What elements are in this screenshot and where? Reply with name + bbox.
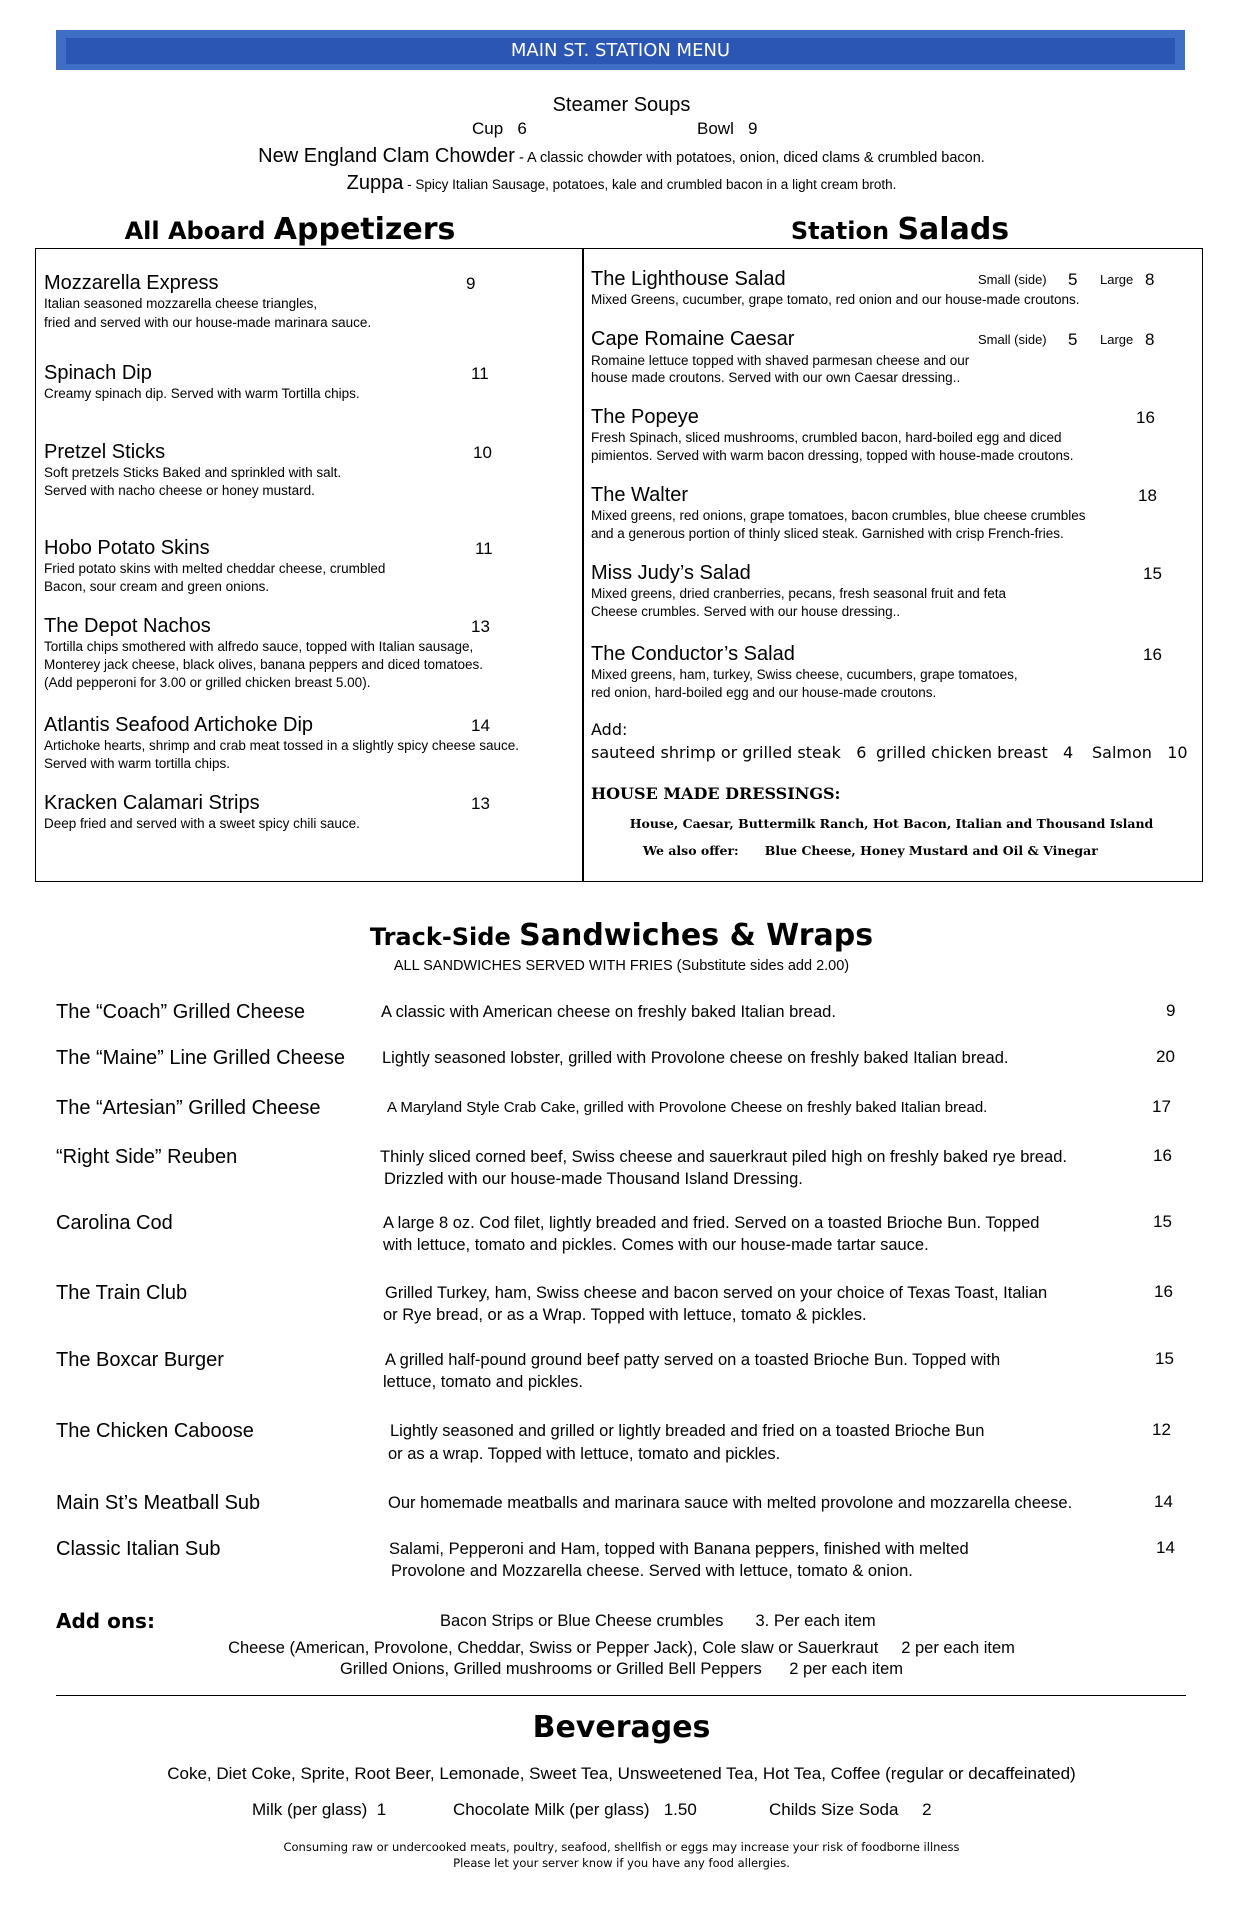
sandwich-price: 16: [1153, 1146, 1172, 1165]
soup-desc: - A classic chowder with potatoes, onion, diced clams & crumbled bacon.: [514, 150, 985, 166]
salad-name: The Walter: [591, 484, 689, 506]
salad-desc: pimientos. Served with warm bacon dressing, topped with house-made croutons.: [591, 448, 1074, 463]
salad-large-label: Large: [1100, 272, 1134, 287]
sandwich-desc: or Rye bread, or as a Wrap. Topped with lettuce, tomato & pickles.: [383, 1306, 867, 1324]
dressings-also: [643, 843, 1098, 858]
sandwiches-heading-small: Track-Side: [369, 923, 520, 951]
appetizer-desc: fried and served with our house-made marinara sauce.: [44, 315, 372, 330]
appetizer-price: 9: [466, 274, 476, 293]
appetizer-price: 11: [471, 364, 489, 383]
sandwich-desc: Our homemade meatballs and marinara sauce with melted provolone and mozzarella cheese.: [388, 1494, 1073, 1512]
beverage-choc-price: 1.50: [663, 1800, 697, 1819]
appetizer-desc: Fried potato skins with melted cheddar cheese, crumbled: [44, 561, 386, 576]
appetizer-desc: Deep fried and served with a sweet spicy chili sauce.: [44, 816, 360, 831]
sandwiches-heading-big: Sandwiches & Wraps: [519, 918, 874, 953]
soup-bowl: [697, 119, 758, 139]
salad-add-chicken-label: grilled chicken breast: [876, 743, 1048, 762]
appetizer-name: Mozzarella Express: [44, 272, 219, 294]
sandwich-name: “Right Side” Reuben: [56, 1146, 238, 1168]
salad-desc: red onion, hard-boiled egg and our house-made croutons.: [591, 685, 937, 700]
sandwich-price: 15: [1153, 1212, 1172, 1231]
soups-heading: Steamer Soups: [552, 94, 691, 116]
sandwich-desc: with lettuce, tomato and pickles. Comes with our house-made tartar sauce.: [383, 1236, 929, 1254]
addon-text: Bacon Strips or Blue Cheese crumbles: [440, 1612, 724, 1630]
appetizers-heading-small: All Aboard: [124, 217, 274, 245]
soup-bowl-label: Bowl: [697, 119, 734, 138]
salad-add-salmon-label: Salmon: [1092, 743, 1152, 762]
appetizer-name: The Depot Nachos: [44, 615, 211, 637]
salad-add-chicken: [876, 743, 1073, 762]
sandwich-desc: Grilled Turkey, ham, Swiss cheese and bacon served on your choice of Texas Toast, Italian: [385, 1284, 1048, 1302]
appetizer-desc: (Add pepperoni for 3.00 or grilled chicken breast 5.00).: [44, 675, 371, 690]
salad-desc: Romaine lettuce topped with shaved parmesan cheese and our: [591, 353, 970, 368]
sandwich-price: 15: [1155, 1349, 1174, 1368]
addon-price: 2 per each item: [789, 1660, 904, 1678]
sandwich-price: 14: [1156, 1538, 1175, 1557]
beverage-milk-label: Milk (per glass): [252, 1800, 368, 1819]
beverage-choc: [453, 1800, 697, 1820]
salad-name: Miss Judy’s Salad: [591, 562, 751, 584]
appetizer-desc: Soft pretzels Sticks Baked and sprinkled with salt.: [44, 465, 342, 480]
soup-desc: - Spicy Italian Sausage, potatoes, kale and crumbled bacon in a light cream broth.: [403, 177, 897, 192]
sandwich-name: The “Artesian” Grilled Cheese: [56, 1097, 321, 1119]
salad-add-salmon-price: 10: [1167, 743, 1188, 762]
soup-cup-label: Cup: [472, 119, 504, 138]
appetizer-desc: Creamy spinach dip. Served with warm Tortilla chips.: [44, 386, 360, 401]
sandwich-desc: Salami, Pepperoni and Ham, topped with Banana peppers, finished with melted: [389, 1540, 969, 1558]
salad-name: The Lighthouse Salad: [591, 268, 786, 290]
salad-price: 15: [1143, 564, 1162, 583]
sandwiches-subheading: ALL SANDWICHES SERVED WITH FRIES (Substitute sides add 2.00): [393, 958, 850, 974]
appetizer-price: 13: [471, 794, 490, 813]
salad-price: 16: [1143, 645, 1162, 664]
appetizer-desc: Bacon, sour cream and green onions.: [44, 579, 270, 594]
appetizer-name: Pretzel Sticks: [44, 441, 166, 463]
appetizer-desc: Italian seasoned mozzarella cheese triangles,: [44, 296, 318, 311]
sandwich-price: 14: [1154, 1492, 1173, 1511]
addons-label: Add ons:: [56, 1609, 155, 1633]
salad-add-shrimp-label: sauteed shrimp or grilled steak: [591, 743, 841, 762]
salad-desc: Mixed greens, red onions, grape tomatoes, bacon crumbles, blue cheese crumbles: [591, 508, 1086, 523]
salad-add-shrimp: [591, 743, 866, 762]
salad-add-label: Add:: [591, 720, 628, 739]
sandwich-price: 16: [1154, 1282, 1173, 1301]
salad-desc: Mixed greens, dried cranberries, pecans, fresh seasonal fruit and feta: [591, 586, 1006, 601]
sandwich-desc: A grilled half-pound ground beef patty served on a toasted Brioche Bun. Topped with: [385, 1351, 1001, 1369]
salad-large-label: Large: [1100, 332, 1134, 347]
sandwich-desc: Drizzled with our house-made Thousand Island Dressing.: [384, 1170, 803, 1188]
salad-desc: Fresh Spinach, sliced mushrooms, crumbled bacon, hard-boiled egg and diced: [591, 430, 1062, 445]
salad-desc: house made croutons. Served with our own Caesar dressing..: [591, 370, 961, 385]
salad-desc: Mixed greens, ham, turkey, Swiss cheese, cucumbers, grape tomatoes,: [591, 667, 1018, 682]
salad-price: 16: [1136, 408, 1155, 427]
sandwich-price: 9: [1166, 1001, 1176, 1020]
addon-text: Cheese (American, Provolone, Cheddar, Swiss or Pepper Jack), Cole slaw or Sauerkraut: [228, 1639, 879, 1657]
salad-desc: Mixed Greens, cucumber, grape tomato, red onion and our house-made croutons.: [591, 292, 1080, 307]
salad-desc: and a generous portion of thinly sliced steak. Garnished with crisp French-fries.: [591, 526, 1064, 541]
appetizer-name: Hobo Potato Skins: [44, 537, 210, 559]
appetizer-desc: Monterey jack cheese, black olives, banana peppers and diced tomatoes.: [44, 657, 484, 672]
appetizer-desc: Tortilla chips smothered with alfredo sauce, topped with Italian sausage,: [44, 639, 474, 654]
beverage-milk-price: 1: [376, 1800, 387, 1819]
salad-price: 18: [1138, 486, 1157, 505]
sandwich-desc: A large 8 oz. Cod filet, lightly breaded and fried. Served on a toasted Brioche Bun. Topped: [383, 1214, 1040, 1232]
soup-item: [0, 145, 1243, 168]
appetizers-heading-big: Appetizers: [273, 212, 456, 247]
sandwich-price: 12: [1152, 1420, 1171, 1439]
sandwich-desc: or as a wrap. Topped with lettuce, tomato and pickles.: [388, 1445, 781, 1463]
appetizer-desc: Served with nacho cheese or honey mustard.: [44, 483, 315, 498]
salad-name: Cape Romaine Caesar: [591, 328, 795, 350]
sandwich-desc: Lightly seasoned and grilled or lightly breaded and fried on a toasted Brioche Bun: [390, 1422, 985, 1440]
dressings-also-label: We also offer:: [643, 843, 739, 858]
salad-add-salmon: [1092, 743, 1188, 762]
appetizer-name: Kracken Calamari Strips: [44, 792, 260, 814]
appetizer-price: 10: [473, 443, 492, 462]
beverages-list: Coke, Diet Coke, Sprite, Root Beer, Lemonade, Sweet Tea, Unsweetened Tea, Hot Tea, Coffee (regular or decaffeinated): [167, 1764, 1076, 1783]
sandwich-name: The Train Club: [56, 1282, 188, 1304]
salad-large-price: 8: [1145, 330, 1155, 349]
soup-cup-price: 6: [517, 119, 527, 138]
sandwich-desc: lettuce, tomato and pickles.: [383, 1373, 583, 1391]
appetizer-desc: Served with warm tortilla chips.: [44, 756, 231, 771]
salads-heading-small: Station: [790, 217, 898, 245]
dressings-list: House, Caesar, Buttermilk Ranch, Hot Bacon, Italian and Thousand Island: [629, 816, 1154, 831]
sandwich-name: The Boxcar Burger: [56, 1349, 224, 1371]
beverages-heading: Beverages: [532, 1710, 711, 1745]
addon-price: 2 per each item: [901, 1639, 1015, 1657]
footer-warning: Consuming raw or undercooked meats, poultry, seafood, shellfish or eggs may increase your risk of foodborne illness: [283, 1840, 960, 1854]
soup-bowl-price: 9: [748, 119, 758, 138]
sandwich-name: Classic Italian Sub: [56, 1538, 221, 1560]
beverage-soda-price: 2: [922, 1800, 932, 1819]
appetizers-heading: [100, 212, 480, 247]
addon-line: [0, 1639, 1243, 1658]
soup-name: Zuppa: [346, 172, 404, 194]
appetizer-name: Spinach Dip: [44, 362, 152, 384]
menu-banner: [56, 30, 1185, 70]
sandwich-desc: Provolone and Mozzarella cheese. Served with lettuce, tomato & onion.: [391, 1562, 913, 1580]
beverage-choc-label: Chocolate Milk (per glass): [453, 1800, 650, 1819]
addon-price: 3. Per each item: [755, 1612, 876, 1630]
soup-name: New England Clam Chowder: [258, 145, 515, 167]
sandwich-name: Main St’s Meatball Sub: [56, 1492, 261, 1514]
salads-heading: [720, 212, 1080, 247]
sandwich-name: The “Coach” Grilled Cheese: [56, 1001, 305, 1023]
salad-small-price: 5: [1068, 330, 1078, 349]
salad-add-shrimp-price: 6: [856, 743, 867, 762]
salad-desc: Cheese crumbles. Served with our house dressing..: [591, 604, 901, 619]
salad-small-label: Small (side): [978, 332, 1047, 347]
sandwich-name: The “Maine” Line Grilled Cheese: [56, 1047, 346, 1069]
appetizer-price: 11: [475, 539, 493, 558]
beverage-milk: [252, 1800, 386, 1820]
appetizer-name: Atlantis Seafood Artichoke Dip: [44, 714, 314, 736]
sandwich-name: Carolina Cod: [56, 1212, 173, 1234]
salads-heading-big: Salads: [897, 212, 1010, 247]
sandwich-price: 20: [1156, 1047, 1175, 1066]
sandwich-name: The Chicken Caboose: [56, 1420, 254, 1442]
section-divider: [56, 1695, 1186, 1696]
menu-banner-inner: [66, 38, 1175, 64]
sandwich-price: 17: [1152, 1097, 1171, 1116]
addon-text: Grilled Onions, Grilled mushrooms or Grilled Bell Peppers: [339, 1660, 762, 1678]
salad-large-price: 8: [1145, 270, 1155, 289]
salad-add-chicken-price: 4: [1063, 743, 1074, 762]
dressings-also-list: Blue Cheese, Honey Mustard and Oil & Vinegar: [764, 843, 1098, 858]
menu-title: MAIN ST. STATION MENU: [510, 40, 731, 61]
addon-line: [440, 1612, 876, 1631]
appetizer-price: 13: [471, 617, 490, 636]
appetizer-desc: Artichoke hearts, shrimp and crab meat tossed in a slightly spicy cheese sauce.: [44, 738, 519, 753]
footer-allergy: Please let your server know if you have any food allergies.: [453, 1856, 790, 1870]
salad-small-price: 5: [1068, 270, 1078, 289]
beverage-soda-label: Childs Size Soda: [769, 1800, 899, 1819]
appetizer-price: 14: [471, 716, 490, 735]
dressings-heading: HOUSE MADE DRESSINGS:: [591, 784, 841, 803]
sandwich-desc: A classic with American cheese on freshly baked Italian bread.: [381, 1003, 836, 1021]
soup-item: [0, 172, 1243, 195]
addon-line: [0, 1660, 1243, 1679]
sandwiches-heading: [0, 918, 1243, 953]
salad-small-label: Small (side): [978, 272, 1047, 287]
salad-name: The Popeye: [591, 406, 699, 428]
sandwich-desc: A Maryland Style Crab Cake, grilled with Provolone Cheese on freshly baked Italian bread.: [387, 1099, 988, 1116]
beverage-soda: [769, 1800, 932, 1820]
sandwich-desc: Thinly sliced corned beef, Swiss cheese and sauerkraut piled high on freshly baked rye bread.: [380, 1148, 1067, 1166]
soup-cup: [472, 119, 527, 139]
sandwich-desc: Lightly seasoned lobster, grilled with Provolone cheese on freshly baked Italian bread.: [382, 1049, 1009, 1067]
salad-name: The Conductor’s Salad: [591, 643, 795, 665]
